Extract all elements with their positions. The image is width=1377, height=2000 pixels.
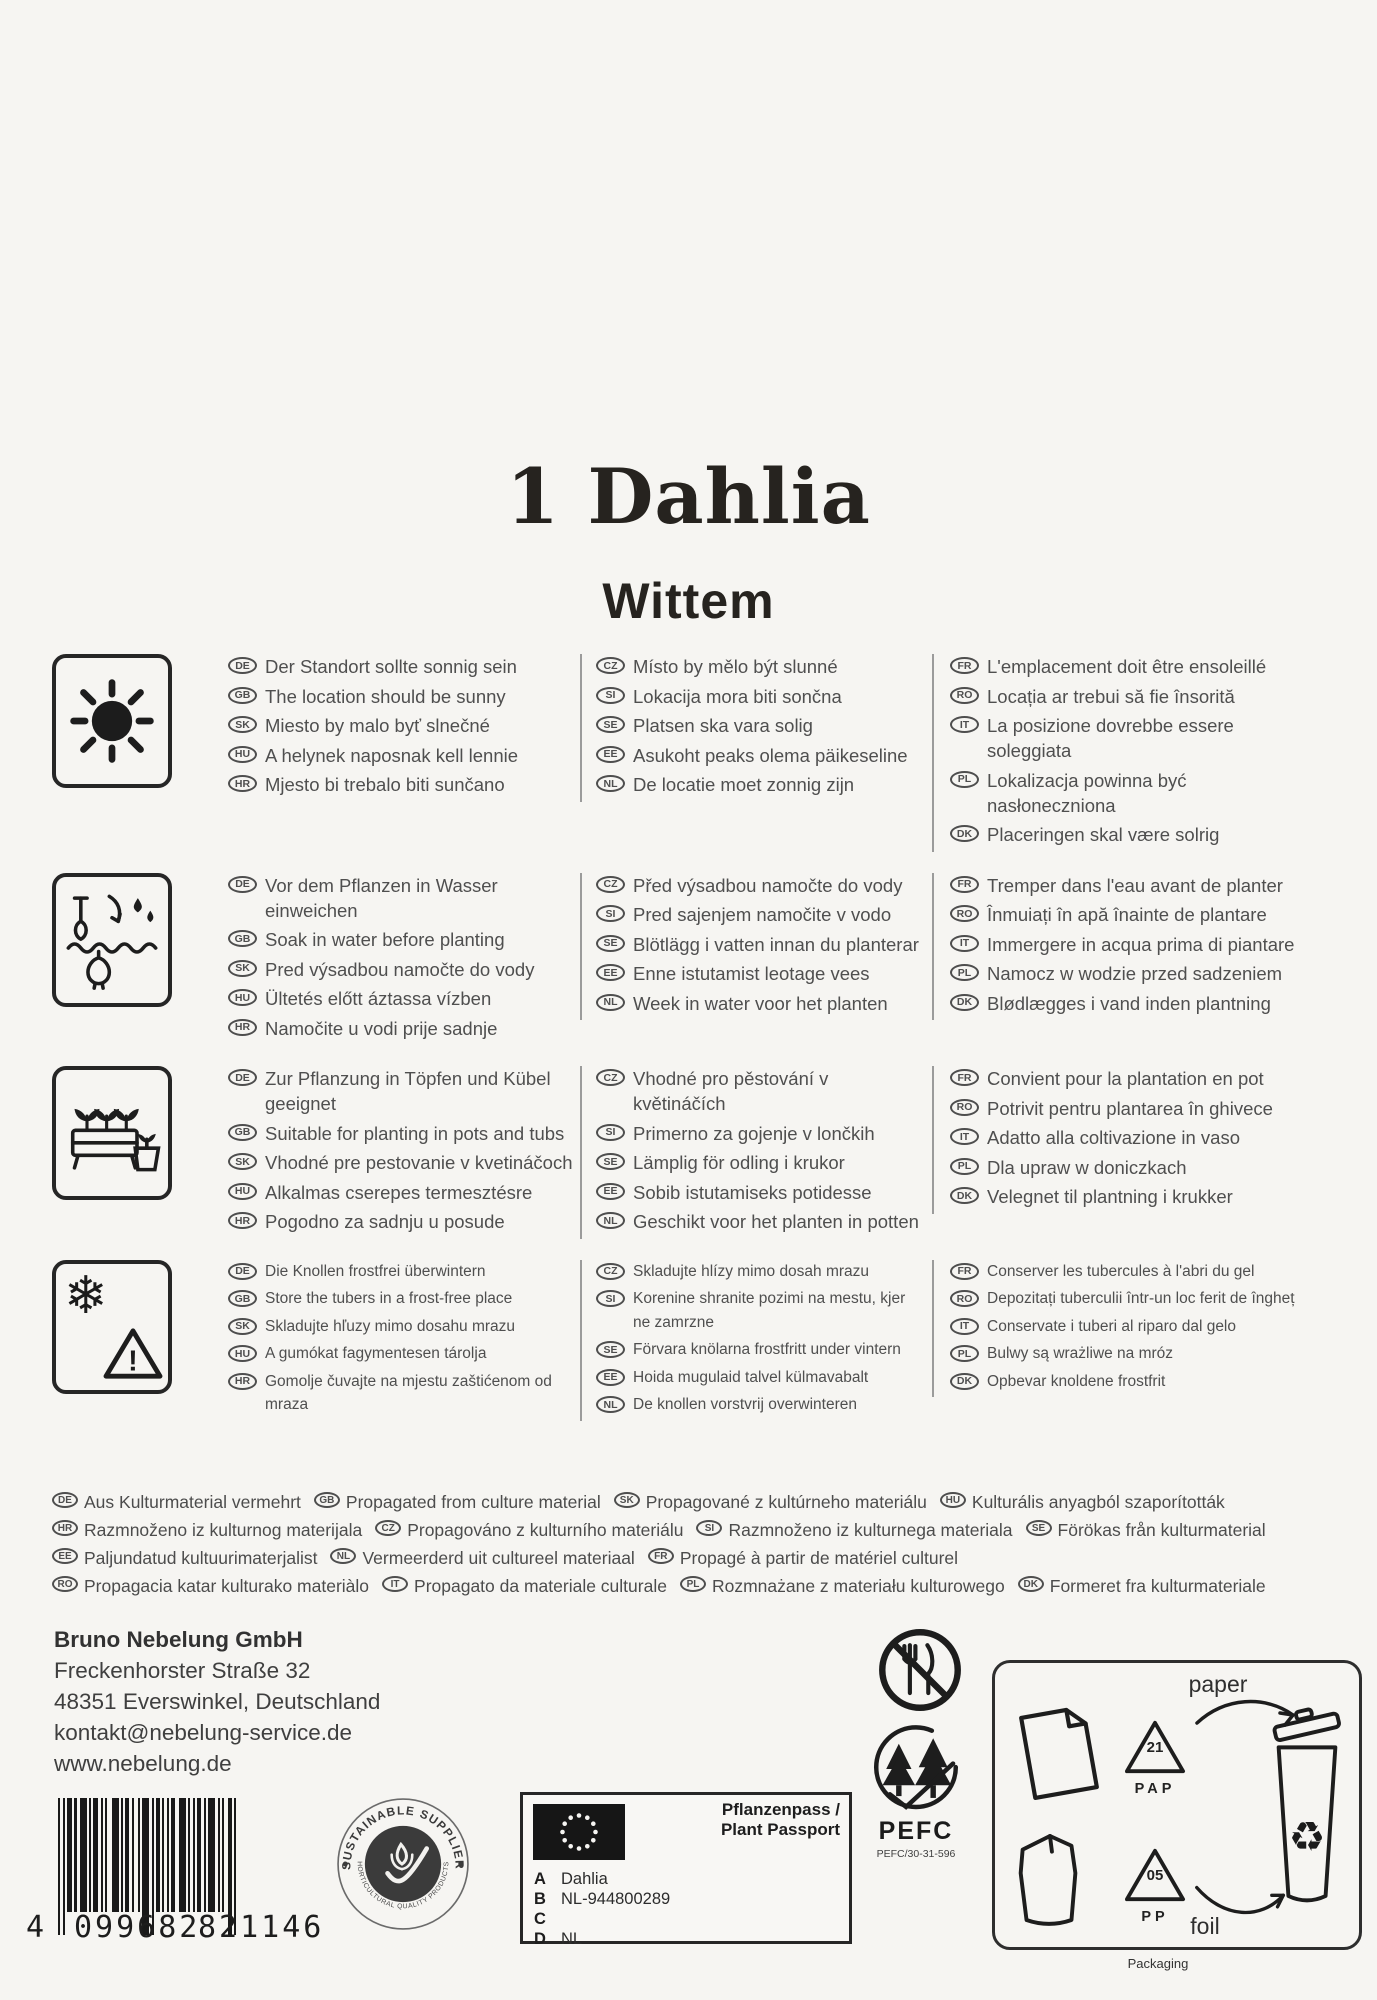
lang-badge: RO — [950, 905, 979, 922]
paper-sheet-icon — [1009, 1693, 1109, 1813]
care-text: Velegnet til plantning i krukker — [987, 1186, 1233, 1207]
lang-badge: SI — [596, 905, 625, 922]
care-text: Blötlägg i vatten innan du planterar — [633, 933, 919, 955]
care-text: Sobib istutamiseks potidesse — [633, 1181, 872, 1203]
frost-warning-icon — [52, 1260, 172, 1394]
propagation-pair — [314, 1489, 601, 1515]
care-col — [932, 1260, 1318, 1398]
care-text: A gumókat fagymentesen tárolja — [265, 1345, 487, 1362]
variety-name: Wittem — [602, 573, 775, 629]
care-line — [950, 1155, 1312, 1180]
care-text: Před výsadbou namočte do vody — [633, 874, 903, 896]
propagation-text: Propagacia katar kulturako materiàlo — [84, 1576, 370, 1596]
propagation-pair — [614, 1489, 927, 1515]
pp-code: 05 — [1146, 1867, 1164, 1884]
propagation-text: Förökas från kulturmaterial — [1057, 1520, 1266, 1540]
company-city: 48351 Everswinkel, Deutschland — [54, 1689, 381, 1714]
propagation-pair — [52, 1517, 362, 1543]
passport-value: NL-944800289 — [561, 1890, 671, 1908]
care-text: Store the tubers in a frost-free place — [265, 1290, 513, 1307]
lang-badge: FR — [648, 1548, 674, 1564]
care-text: Geschikt voor het planten in potten — [633, 1211, 919, 1232]
care-text: Pogodno za sadnju u posude — [265, 1211, 505, 1232]
propagation-pair — [696, 1517, 1012, 1543]
care-text: Namocz w wodzie przed sadzeniem — [987, 963, 1283, 984]
care-text: Convient pour la plantation en pot — [987, 1068, 1264, 1089]
lang-badge: DE — [228, 657, 257, 674]
care-col — [580, 1066, 932, 1239]
care-line — [228, 1342, 574, 1366]
care-line — [596, 1209, 926, 1234]
care-line — [596, 772, 926, 797]
care-text: Ültetés előtt áztassa vízben — [265, 988, 492, 1009]
care-text: Suitable for planting in pots and tubs — [265, 1122, 565, 1144]
lang-badge: CZ — [596, 1069, 625, 1086]
lang-badge: GB — [314, 1492, 340, 1508]
lang-badge: SE — [596, 1153, 625, 1170]
lang-badge: GB — [228, 930, 257, 947]
care-line — [950, 1342, 1312, 1366]
lang-badge: IT — [950, 716, 979, 733]
lang-badge: DE — [52, 1492, 78, 1508]
lang-badge: SI — [596, 1290, 625, 1307]
lang-badge: SK — [228, 1318, 257, 1335]
propagation-pair — [52, 1545, 317, 1571]
propagation-text: Vermeerderd uit cultureel materiaal — [362, 1548, 635, 1568]
lang-badge: PL — [950, 964, 979, 981]
care-text: Soak in water before planting — [265, 929, 505, 950]
propagation-text: Razmnoženo iz kulturnog materijala — [84, 1520, 363, 1540]
lang-badge: SE — [596, 935, 625, 952]
propagation-text: Propagato da materiale culturale — [414, 1576, 667, 1596]
lang-badge: RO — [950, 1099, 979, 1116]
propagation-pair — [1026, 1517, 1266, 1543]
care-line — [228, 1016, 574, 1041]
lang-badge: CZ — [596, 657, 625, 674]
care-text: A helynek naposnak kell lennie — [265, 744, 519, 766]
lang-badge: SK — [228, 960, 257, 977]
lang-badge: PL — [950, 771, 979, 788]
warning-triangle-icon — [102, 1326, 164, 1382]
care-line — [950, 1184, 1312, 1209]
care-text: Alkalmas cserepes termesztésre — [265, 1181, 533, 1203]
care-line — [596, 932, 926, 957]
lang-badge: SE — [596, 1341, 625, 1358]
manufacturer-address — [54, 1624, 380, 1779]
care-text: Die Knollen frostfrei überwintern — [265, 1262, 486, 1280]
lang-badge: DK — [1018, 1576, 1044, 1592]
care-text: Bulwy są wrażliwe na mróz — [987, 1345, 1174, 1362]
lang-badge: FR — [950, 657, 979, 674]
care-line — [596, 1180, 926, 1205]
propagation-pair — [680, 1573, 1005, 1599]
care-text: Lämplig för odling i krukor — [633, 1152, 845, 1173]
lang-badge: PL — [950, 1345, 979, 1362]
care-line — [950, 684, 1312, 709]
packaging-label: Packaging — [1127, 1956, 1189, 1971]
recycling-info-box — [992, 1660, 1362, 1950]
lang-badge: FR — [950, 876, 979, 893]
care-row-sunlight — [52, 654, 1347, 852]
care-instructions — [52, 654, 1347, 1442]
care-line — [950, 932, 1312, 957]
foil-label: foil — [1190, 1913, 1220, 1939]
lang-badge: HR — [228, 1373, 257, 1390]
care-line — [950, 991, 1312, 1016]
passport-value: NL — [561, 1930, 583, 1948]
product-title: 1 Dahlia — [506, 452, 871, 541]
care-line — [228, 957, 574, 982]
care-line — [950, 713, 1312, 763]
lang-badge: NL — [596, 1212, 625, 1229]
lang-badge: IT — [950, 1128, 979, 1145]
care-line — [596, 991, 926, 1016]
care-line — [950, 822, 1312, 847]
barcode-digit-lead: 4 — [26, 1910, 48, 1945]
care-line — [228, 1150, 574, 1175]
care-text: Dla upraw w doniczkach — [987, 1156, 1187, 1178]
care-line — [950, 1096, 1312, 1121]
company-email: kontakt@nebelung-service.de — [54, 1720, 353, 1745]
care-text: Enne istutamist leotage vees — [633, 963, 870, 984]
care-line — [228, 1315, 574, 1339]
care-text: Hoida mugulaid talvel külmavabalt — [633, 1368, 869, 1386]
lang-badge: NL — [596, 1396, 625, 1413]
care-text: Tremper dans l'eau avant de planter — [987, 874, 1283, 896]
passport-row: A Dahlia — [534, 1870, 608, 1888]
care-line — [596, 902, 926, 927]
plant-passport-rows — [534, 1869, 670, 1949]
lang-badge: NL — [596, 994, 625, 1011]
badge-bottom-text: HORTICULTURAL QUALITY PRODUCTS — [355, 1861, 451, 1911]
propagation-pair — [375, 1517, 683, 1543]
care-line — [950, 1315, 1312, 1339]
propagation-text: Aus Kulturmaterial vermehrt — [84, 1492, 301, 1512]
lang-badge: DK — [950, 1187, 979, 1204]
care-col — [580, 654, 932, 802]
care-line — [228, 986, 574, 1011]
care-line — [596, 1121, 926, 1146]
lang-badge: NL — [596, 775, 625, 792]
care-text: Immergere in acqua prima di piantare — [987, 933, 1295, 955]
care-text: Pred sajenjem namočite v vodo — [633, 904, 892, 925]
lang-badge: DE — [228, 1263, 257, 1280]
care-line — [596, 873, 926, 898]
lang-badge: IT — [950, 935, 979, 952]
care-line — [228, 927, 574, 952]
care-text: Depozitați tuberculii într-un loc ferit de îngheț — [987, 1290, 1295, 1307]
care-line — [228, 1287, 574, 1311]
lang-badge: RO — [950, 1290, 979, 1307]
propagation-pair — [52, 1573, 369, 1599]
lang-badge: HR — [228, 1212, 257, 1229]
care-col — [228, 654, 580, 802]
care-col — [932, 1066, 1318, 1214]
lang-badge: HR — [228, 775, 257, 792]
lang-badge: GB — [228, 687, 257, 704]
care-text: Zur Pflanzung in Töpfen und Kübel geeignet — [265, 1068, 551, 1114]
snowflake-icon: ❄ — [64, 1266, 108, 1325]
lang-badge: DE — [228, 1069, 257, 1086]
propagation-line — [52, 1573, 1342, 1599]
lang-badge: CZ — [375, 1520, 401, 1536]
lang-badge: GB — [228, 1290, 257, 1307]
lang-badge: HU — [228, 1183, 257, 1200]
propagation-text: Formeret fra kulturmateriale — [1049, 1576, 1266, 1596]
propagation-pair — [1018, 1573, 1266, 1599]
foil-bag-icon — [1007, 1821, 1091, 1933]
care-text: Místo by mělo být slunné — [633, 656, 838, 677]
lang-badge: NL — [330, 1548, 356, 1564]
care-line — [228, 1121, 574, 1146]
care-line — [596, 1366, 926, 1390]
care-line — [228, 654, 574, 679]
care-line — [228, 1370, 574, 1417]
care-line — [228, 743, 574, 768]
eu-flag-icon — [533, 1804, 625, 1860]
care-text: Gomolje čuvajte na mjestu zaštićenom od mraza — [265, 1372, 552, 1413]
lang-badge: FR — [950, 1263, 979, 1280]
lang-badge: RO — [52, 1576, 78, 1592]
lang-badge: DK — [950, 1373, 979, 1390]
care-line — [950, 1260, 1312, 1284]
propagation-text: Propagované z kultúrneho materiálu — [645, 1492, 927, 1512]
lang-badge: RO — [950, 687, 979, 704]
plant-passport-box — [520, 1792, 852, 1948]
lang-badge: HR — [52, 1520, 78, 1536]
care-row-frost — [52, 1260, 1347, 1421]
lang-badge: IT — [950, 1318, 979, 1335]
care-text: Primerno za gojenje v lončkih — [633, 1122, 875, 1144]
lang-badge: GB — [228, 1124, 257, 1141]
propagation-text: Kulturális anyagból szaporították — [971, 1492, 1225, 1512]
propagation-pair — [382, 1573, 667, 1599]
care-text: Korenine shranite pozimi na mestu, kjer ne zamrzne — [633, 1290, 906, 1331]
care-text: Miesto by malo byť slnečné — [265, 715, 490, 736]
svg-text:♻: ♻ — [1288, 1813, 1326, 1862]
propagation-text: Propagováno z kulturního materiálu — [407, 1520, 684, 1540]
lang-badge: HU — [228, 1345, 257, 1362]
passport-row: D NL — [534, 1930, 583, 1948]
care-line — [596, 1393, 926, 1417]
care-line — [950, 1066, 1312, 1091]
care-line — [228, 772, 574, 797]
care-line — [596, 1066, 926, 1116]
care-row-pots — [52, 1066, 1347, 1239]
lang-badge: SE — [596, 716, 625, 733]
lang-badge: EE — [596, 1369, 625, 1386]
propagation-text: Propagated from culture material — [345, 1492, 601, 1512]
lang-badge: EE — [52, 1548, 78, 1564]
care-row-soaking — [52, 873, 1347, 1046]
care-line — [228, 1209, 574, 1234]
lang-badge: SK — [614, 1492, 640, 1508]
pp-material: PP — [1141, 1909, 1169, 1925]
propagation-statement — [52, 1489, 1342, 1601]
care-text: Pred výsadbou namočte do vody — [265, 958, 535, 980]
pefc-logo — [852, 1722, 980, 1860]
passport-value: Dahlia — [561, 1870, 608, 1888]
sun-icon — [52, 654, 172, 788]
pap-code: 21 — [1146, 1739, 1164, 1756]
badge-top-text: SUSTAINABLE SUPPLIER — [339, 1803, 467, 1871]
lang-badge: IT — [382, 1576, 408, 1592]
propagation-line — [52, 1489, 1342, 1515]
care-text: La posizione dovrebbe essere soleggiata — [987, 715, 1234, 761]
care-line — [228, 684, 574, 709]
care-line — [596, 961, 926, 986]
pefc-name: PEFC — [878, 1817, 954, 1845]
care-text: L'emplacement doit être ensoleillé — [987, 656, 1267, 677]
care-text: Skladujte hlízy mimo dosah mrazu — [633, 1262, 870, 1280]
care-line — [950, 1287, 1312, 1311]
care-text: Conservate i tuberi al riparo dal gelo — [987, 1317, 1236, 1335]
care-text: Week in water voor het planten — [633, 992, 888, 1014]
barcode-digits-group2: 821146 — [198, 1910, 325, 1945]
soak-in-water-icon — [52, 873, 172, 1007]
care-col — [228, 873, 580, 1046]
care-col — [228, 1066, 580, 1239]
care-line — [596, 1287, 926, 1334]
care-line — [596, 1150, 926, 1175]
care-line — [596, 654, 926, 679]
lang-badge: DK — [950, 994, 979, 1011]
care-text: Vhodné pro pěstování v květináčích — [633, 1068, 829, 1114]
company-name: Bruno Nebelung GmbH — [54, 1627, 303, 1652]
propagation-text: Rozmnażane z materiału kulturowego — [711, 1576, 1005, 1596]
lang-badge: SK — [228, 1153, 257, 1170]
company-website: www.nebelung.de — [54, 1751, 232, 1776]
propagation-pair — [940, 1489, 1225, 1515]
lang-badge: SI — [696, 1520, 722, 1536]
care-text: Asukoht peaks olema päikeseline — [633, 744, 908, 766]
care-text: Skladujte hľuzy mimo dosahu mrazu — [265, 1317, 516, 1335]
passport-row: B NL-944800289 — [534, 1890, 671, 1908]
care-text: Vhodné pre pestovanie v kvetináčoch — [265, 1152, 573, 1173]
care-line — [228, 713, 574, 738]
lang-badge: PL — [680, 1576, 706, 1592]
ean-barcode — [26, 1798, 336, 1953]
propagation-pair — [52, 1489, 301, 1515]
care-text: Förvara knölarna frostfritt under vintern — [633, 1341, 901, 1358]
care-line — [228, 1260, 574, 1284]
care-text: Conserver les tubercules à l'abri du gel — [987, 1262, 1255, 1280]
care-col — [580, 1260, 932, 1421]
care-line — [950, 768, 1312, 818]
lang-badge: SI — [596, 1124, 625, 1141]
care-line — [596, 743, 926, 768]
sustainable-supplier-badge — [336, 1797, 470, 1931]
lang-badge: EE — [596, 1183, 625, 1200]
care-line — [228, 1066, 574, 1116]
care-line — [228, 873, 574, 923]
care-text: Blødlægges i vand inden plantning — [987, 992, 1271, 1014]
care-line — [950, 961, 1312, 986]
care-col — [580, 873, 932, 1021]
lang-badge: HU — [940, 1492, 966, 1508]
care-line — [596, 1260, 926, 1284]
pefc-trees-icon — [866, 1722, 966, 1816]
plant-passport-title: Pflanzenpass / Plant Passport — [720, 1800, 840, 1839]
care-line — [596, 1338, 926, 1362]
care-line — [950, 902, 1312, 927]
care-text: The location should be sunny — [265, 685, 506, 707]
lang-badge: HR — [228, 1019, 257, 1036]
lang-badge: SI — [596, 687, 625, 704]
care-text: Înmuiați în apă înainte de plantare — [987, 904, 1267, 925]
pefc-license: PEFC/30-31-596 — [876, 1848, 956, 1860]
propagation-pair — [648, 1545, 958, 1571]
lang-badge: HU — [228, 746, 257, 763]
care-line — [596, 713, 926, 738]
propagation-pair — [330, 1545, 634, 1571]
care-line — [228, 1180, 574, 1205]
propagation-text: Propagé à partir de matériel culturel — [679, 1548, 959, 1568]
lang-badge: SE — [1026, 1520, 1052, 1536]
lang-badge: FR — [950, 1069, 979, 1086]
barcode-digits-group1: 099682 — [74, 1910, 201, 1945]
care-line — [950, 1370, 1312, 1394]
propagation-text: Razmnoženo iz kulturnega materiala — [728, 1520, 1013, 1540]
lang-badge: DK — [950, 825, 979, 842]
lang-badge: CZ — [596, 876, 625, 893]
company-street: Freckenhorster Straße 32 — [54, 1658, 311, 1683]
care-text: Lokalizacja powinna być nasłoneczniona — [987, 769, 1187, 816]
not-for-consumption-icon — [874, 1624, 966, 1721]
care-text: Der Standort sollte sonnig sein — [265, 656, 517, 677]
propagation-text: Paljundatud kultuurimaterjalist — [84, 1548, 318, 1568]
care-line — [596, 684, 926, 709]
care-text: Potrivit pentru plantarea în ghivece — [987, 1097, 1273, 1119]
care-col — [932, 873, 1318, 1021]
care-line — [950, 1125, 1312, 1150]
care-text: Vor dem Pflanzen in Wasser einweichen — [265, 874, 498, 921]
passport-row: C — [534, 1910, 546, 1928]
planter-icon — [52, 1066, 172, 1200]
paper-label: paper — [1188, 1671, 1248, 1697]
care-line — [950, 654, 1312, 679]
lang-badge: HU — [228, 989, 257, 1006]
care-text: Mjesto bi trebalo biti sunčano — [265, 774, 505, 795]
care-text: Lokacija mora biti sončna — [633, 685, 842, 707]
lang-badge: PL — [950, 1158, 979, 1175]
propagation-line — [52, 1517, 1342, 1543]
care-text: Opbevar knoldene frostfrit — [987, 1372, 1166, 1390]
care-text: Namočite u vodi prije sadnje — [265, 1017, 498, 1039]
care-line — [950, 873, 1312, 898]
care-text: Placeringen skal være solrig — [987, 824, 1220, 845]
care-col — [228, 1260, 580, 1421]
lang-badge: SK — [228, 716, 257, 733]
care-text: De locatie moet zonnig zijn — [633, 774, 855, 795]
svg-text:!: ! — [128, 1344, 138, 1377]
lang-badge: CZ — [596, 1263, 625, 1280]
care-text: De knollen vorstvrij overwinteren — [633, 1396, 857, 1413]
lang-badge: EE — [596, 746, 625, 763]
lang-badge: EE — [596, 964, 625, 981]
propagation-line — [52, 1545, 1342, 1571]
care-text: Platsen ska vara solig — [633, 715, 813, 736]
care-col — [932, 654, 1318, 852]
lang-badge: DE — [228, 876, 257, 893]
care-text: Locația ar trebui să fie însorită — [987, 685, 1235, 707]
pap-material: PAP — [1134, 1781, 1176, 1797]
care-text: Adatto alla coltivazione in vaso — [987, 1127, 1240, 1148]
